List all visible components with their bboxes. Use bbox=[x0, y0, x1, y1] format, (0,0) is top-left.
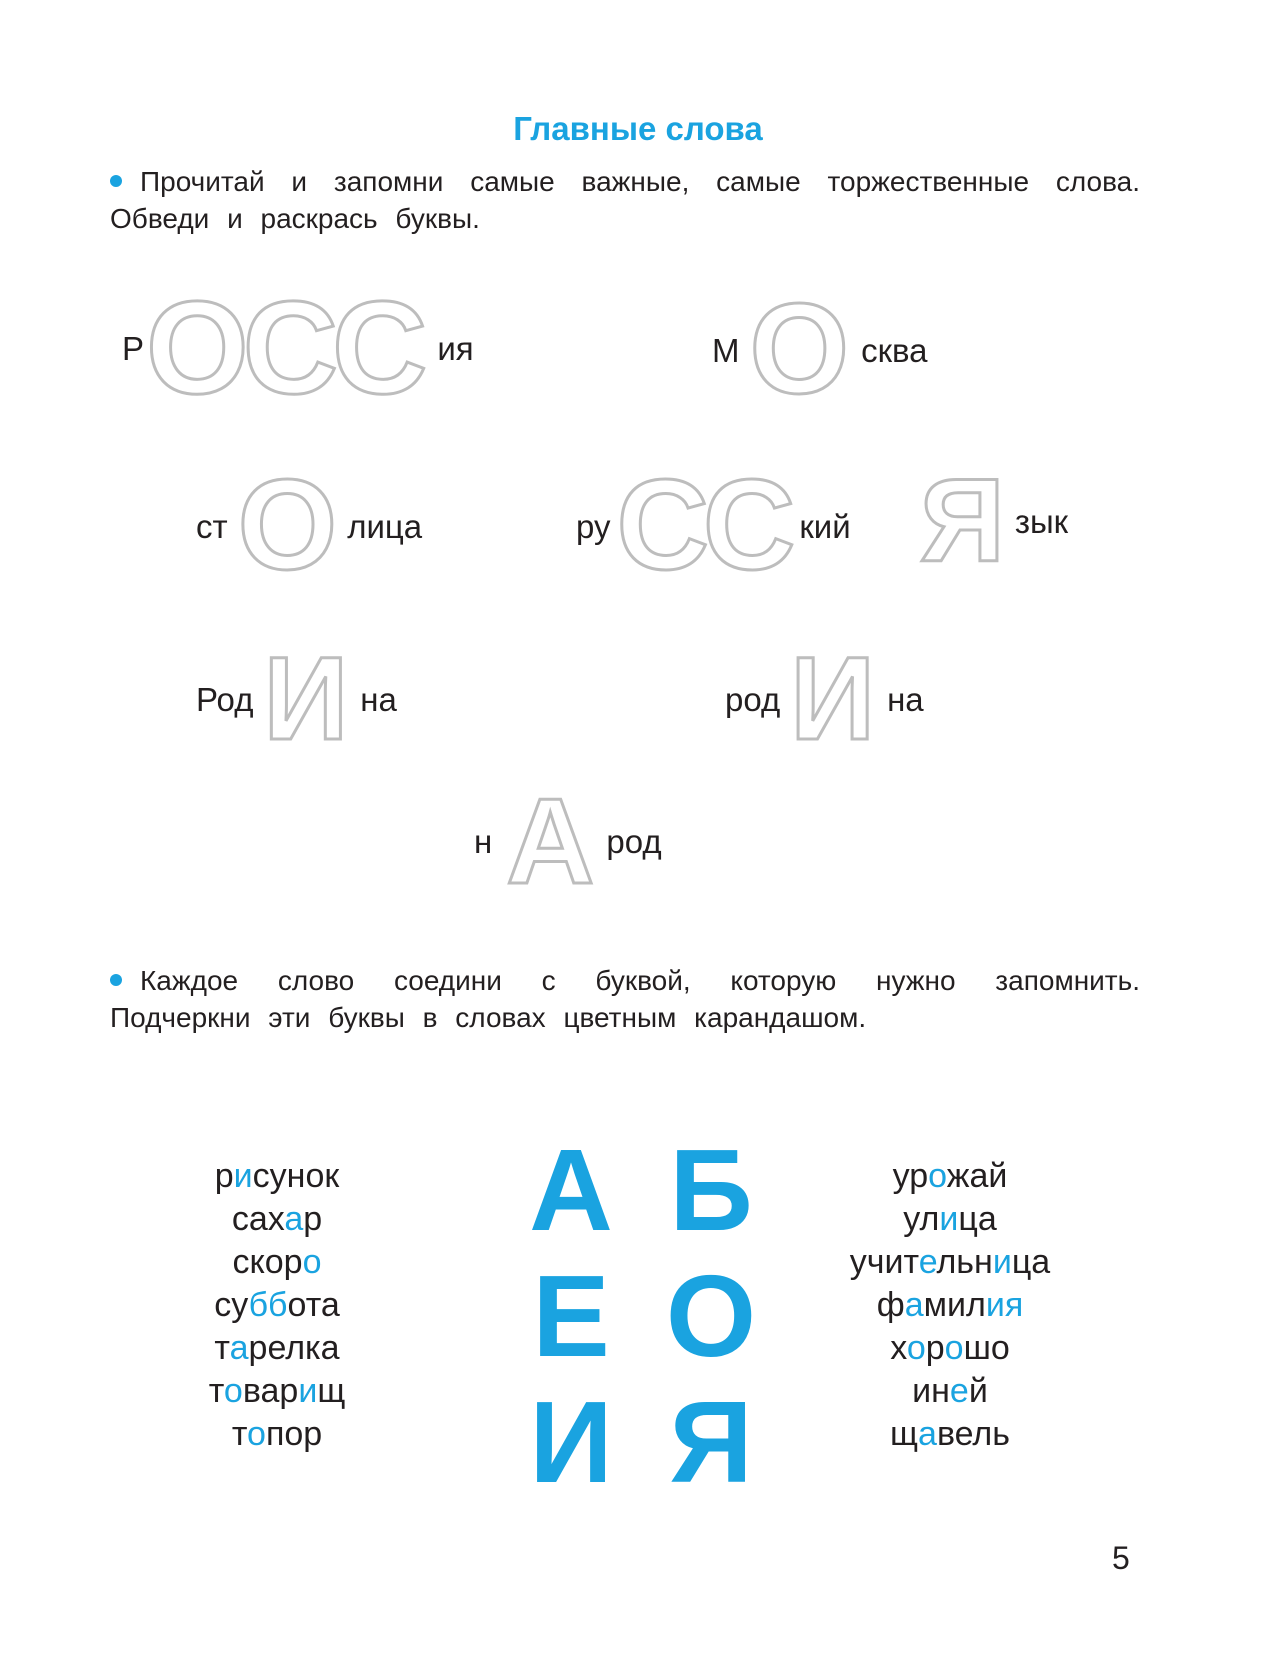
big-letter[interactable]: Я bbox=[669, 1377, 753, 1507]
word-fragment: р bbox=[303, 1200, 323, 1238]
word-fragment: щ bbox=[890, 1415, 919, 1453]
word-rodina-lower bbox=[725, 633, 924, 765]
word-fragment: учит bbox=[849, 1243, 919, 1281]
word-item[interactable] bbox=[127, 1370, 427, 1413]
word-part-post: на bbox=[360, 680, 397, 718]
word-rodina-capital bbox=[196, 633, 397, 765]
word-narod bbox=[474, 773, 662, 909]
hollow-letters[interactable]: О bbox=[237, 454, 332, 597]
instruction-2 bbox=[110, 962, 1140, 1036]
word-fragment: льн bbox=[936, 1243, 993, 1281]
highlighted-letter: е bbox=[949, 1372, 969, 1410]
word-russkiy bbox=[576, 454, 851, 597]
word-moskva bbox=[712, 278, 928, 421]
big-letter[interactable]: И bbox=[529, 1377, 613, 1507]
word-fragment: ин bbox=[912, 1372, 950, 1410]
word-item[interactable] bbox=[127, 1155, 427, 1198]
word-part-post: зык bbox=[1014, 502, 1069, 540]
hollow-letters[interactable]: А bbox=[506, 773, 589, 909]
word-part-pre: ру bbox=[576, 507, 611, 545]
highlighted-letter: и bbox=[298, 1372, 318, 1410]
word-part-pre: род bbox=[725, 680, 781, 718]
word-item[interactable] bbox=[800, 1241, 1100, 1284]
big-letter-grid bbox=[505, 1125, 777, 1507]
word-fragment: р bbox=[214, 1157, 234, 1195]
highlighted-letter: а bbox=[229, 1329, 249, 1367]
word-fragment: т bbox=[214, 1329, 230, 1367]
word-fragment: мил bbox=[923, 1286, 986, 1324]
word-item[interactable] bbox=[800, 1370, 1100, 1413]
word-item[interactable] bbox=[800, 1155, 1100, 1198]
instruction-2-text: Каждое слово соедини с буквой, которую нужно запомнить. Подчеркни эти буквы в словах цветным карандашом. bbox=[110, 965, 1140, 1033]
highlighted-letter: бб bbox=[248, 1286, 288, 1324]
word-part-post: сква bbox=[861, 331, 928, 369]
word-part-post: на bbox=[887, 680, 924, 718]
highlighted-letter: а bbox=[284, 1200, 304, 1238]
word-fragment: ур bbox=[892, 1157, 929, 1195]
word-part-pre: Р bbox=[122, 329, 145, 367]
word-item[interactable] bbox=[800, 1327, 1100, 1370]
word-item[interactable] bbox=[800, 1413, 1100, 1456]
hollow-letters[interactable]: О bbox=[749, 278, 844, 421]
word-fragment: вель bbox=[936, 1415, 1010, 1453]
word-fragment: скор bbox=[232, 1243, 303, 1281]
hollow-letters[interactable]: ОСС bbox=[146, 274, 422, 421]
highlighted-letter: о bbox=[247, 1415, 266, 1453]
bullet-dot-icon bbox=[110, 175, 122, 187]
word-part-post: ия bbox=[437, 329, 474, 367]
highlighted-letter: о bbox=[906, 1329, 926, 1367]
hollow-letters[interactable]: И bbox=[263, 633, 343, 765]
word-item[interactable] bbox=[127, 1241, 427, 1284]
highlighted-letter: е bbox=[918, 1243, 937, 1281]
word-item[interactable] bbox=[127, 1413, 427, 1456]
word-yazyk bbox=[920, 455, 1069, 587]
word-fragment: ота bbox=[287, 1286, 340, 1324]
word-item[interactable] bbox=[800, 1198, 1100, 1241]
word-stolitsa bbox=[196, 454, 423, 597]
hollow-letters[interactable]: Я bbox=[920, 455, 999, 587]
word-fragment: сах bbox=[231, 1200, 285, 1238]
highlighted-letter: о bbox=[928, 1157, 947, 1195]
word-part-pre: Род bbox=[196, 680, 254, 718]
highlighted-letter: о bbox=[944, 1329, 964, 1367]
word-part-pre: н bbox=[474, 822, 493, 860]
word-fragment: шо bbox=[963, 1329, 1010, 1367]
highlighted-letter: и bbox=[992, 1243, 1012, 1281]
big-letter[interactable]: О bbox=[665, 1251, 757, 1381]
word-fragment: ца bbox=[958, 1200, 997, 1238]
word-fragment: пор bbox=[265, 1415, 323, 1453]
highlighted-letter: и bbox=[233, 1157, 253, 1195]
right-word-list bbox=[800, 1155, 1100, 1456]
highlighted-letter: о bbox=[223, 1372, 243, 1410]
word-fragment: ул bbox=[903, 1200, 940, 1238]
word-rossiya bbox=[122, 274, 474, 421]
word-fragment: сунок bbox=[252, 1157, 340, 1195]
word-fragment: ф bbox=[876, 1286, 905, 1324]
instruction-1 bbox=[110, 163, 1140, 237]
hollow-letters[interactable]: СС bbox=[616, 454, 790, 597]
word-item[interactable] bbox=[800, 1284, 1100, 1327]
page-number: 5 bbox=[1112, 1540, 1130, 1576]
highlighted-letter: о bbox=[302, 1243, 322, 1281]
big-letter[interactable]: Е bbox=[532, 1251, 610, 1381]
word-fragment: т bbox=[208, 1372, 224, 1410]
word-part-post: род bbox=[606, 822, 662, 860]
word-fragment: й bbox=[968, 1372, 988, 1410]
word-fragment: х bbox=[890, 1329, 907, 1367]
bullet-dot-icon bbox=[110, 974, 122, 986]
word-fragment: щ bbox=[317, 1372, 346, 1410]
word-fragment: вар bbox=[242, 1372, 299, 1410]
word-fragment: т bbox=[231, 1415, 248, 1453]
word-fragment: жай bbox=[946, 1157, 1008, 1195]
instruction-1-text: Прочитай и запомни самые важные, самые торжественные слова. Обведи и раскрась буквы. bbox=[110, 166, 1140, 234]
word-part-pre: М bbox=[712, 331, 740, 369]
hollow-letters[interactable]: И bbox=[790, 633, 870, 765]
word-fragment: р bbox=[925, 1329, 945, 1367]
word-part-post: кий bbox=[799, 507, 851, 545]
word-item[interactable] bbox=[127, 1327, 427, 1370]
word-fragment: су bbox=[214, 1286, 249, 1324]
highlighted-letter: а bbox=[904, 1286, 924, 1324]
left-word-list bbox=[127, 1155, 427, 1456]
big-letter[interactable]: Б bbox=[669, 1125, 753, 1255]
word-fragment: ца bbox=[1011, 1243, 1051, 1281]
highlighted-letter: и bbox=[939, 1200, 959, 1238]
highlighted-letter: а bbox=[918, 1415, 937, 1453]
word-part-post: лица bbox=[347, 507, 423, 545]
word-item[interactable] bbox=[127, 1284, 427, 1327]
word-part-pre: ст bbox=[196, 507, 228, 545]
highlighted-letter: ия bbox=[985, 1286, 1024, 1324]
word-item[interactable] bbox=[127, 1198, 427, 1241]
word-fragment: релка bbox=[248, 1329, 340, 1367]
page-title: Главные слова bbox=[513, 110, 763, 147]
big-letter[interactable]: А bbox=[529, 1125, 613, 1255]
